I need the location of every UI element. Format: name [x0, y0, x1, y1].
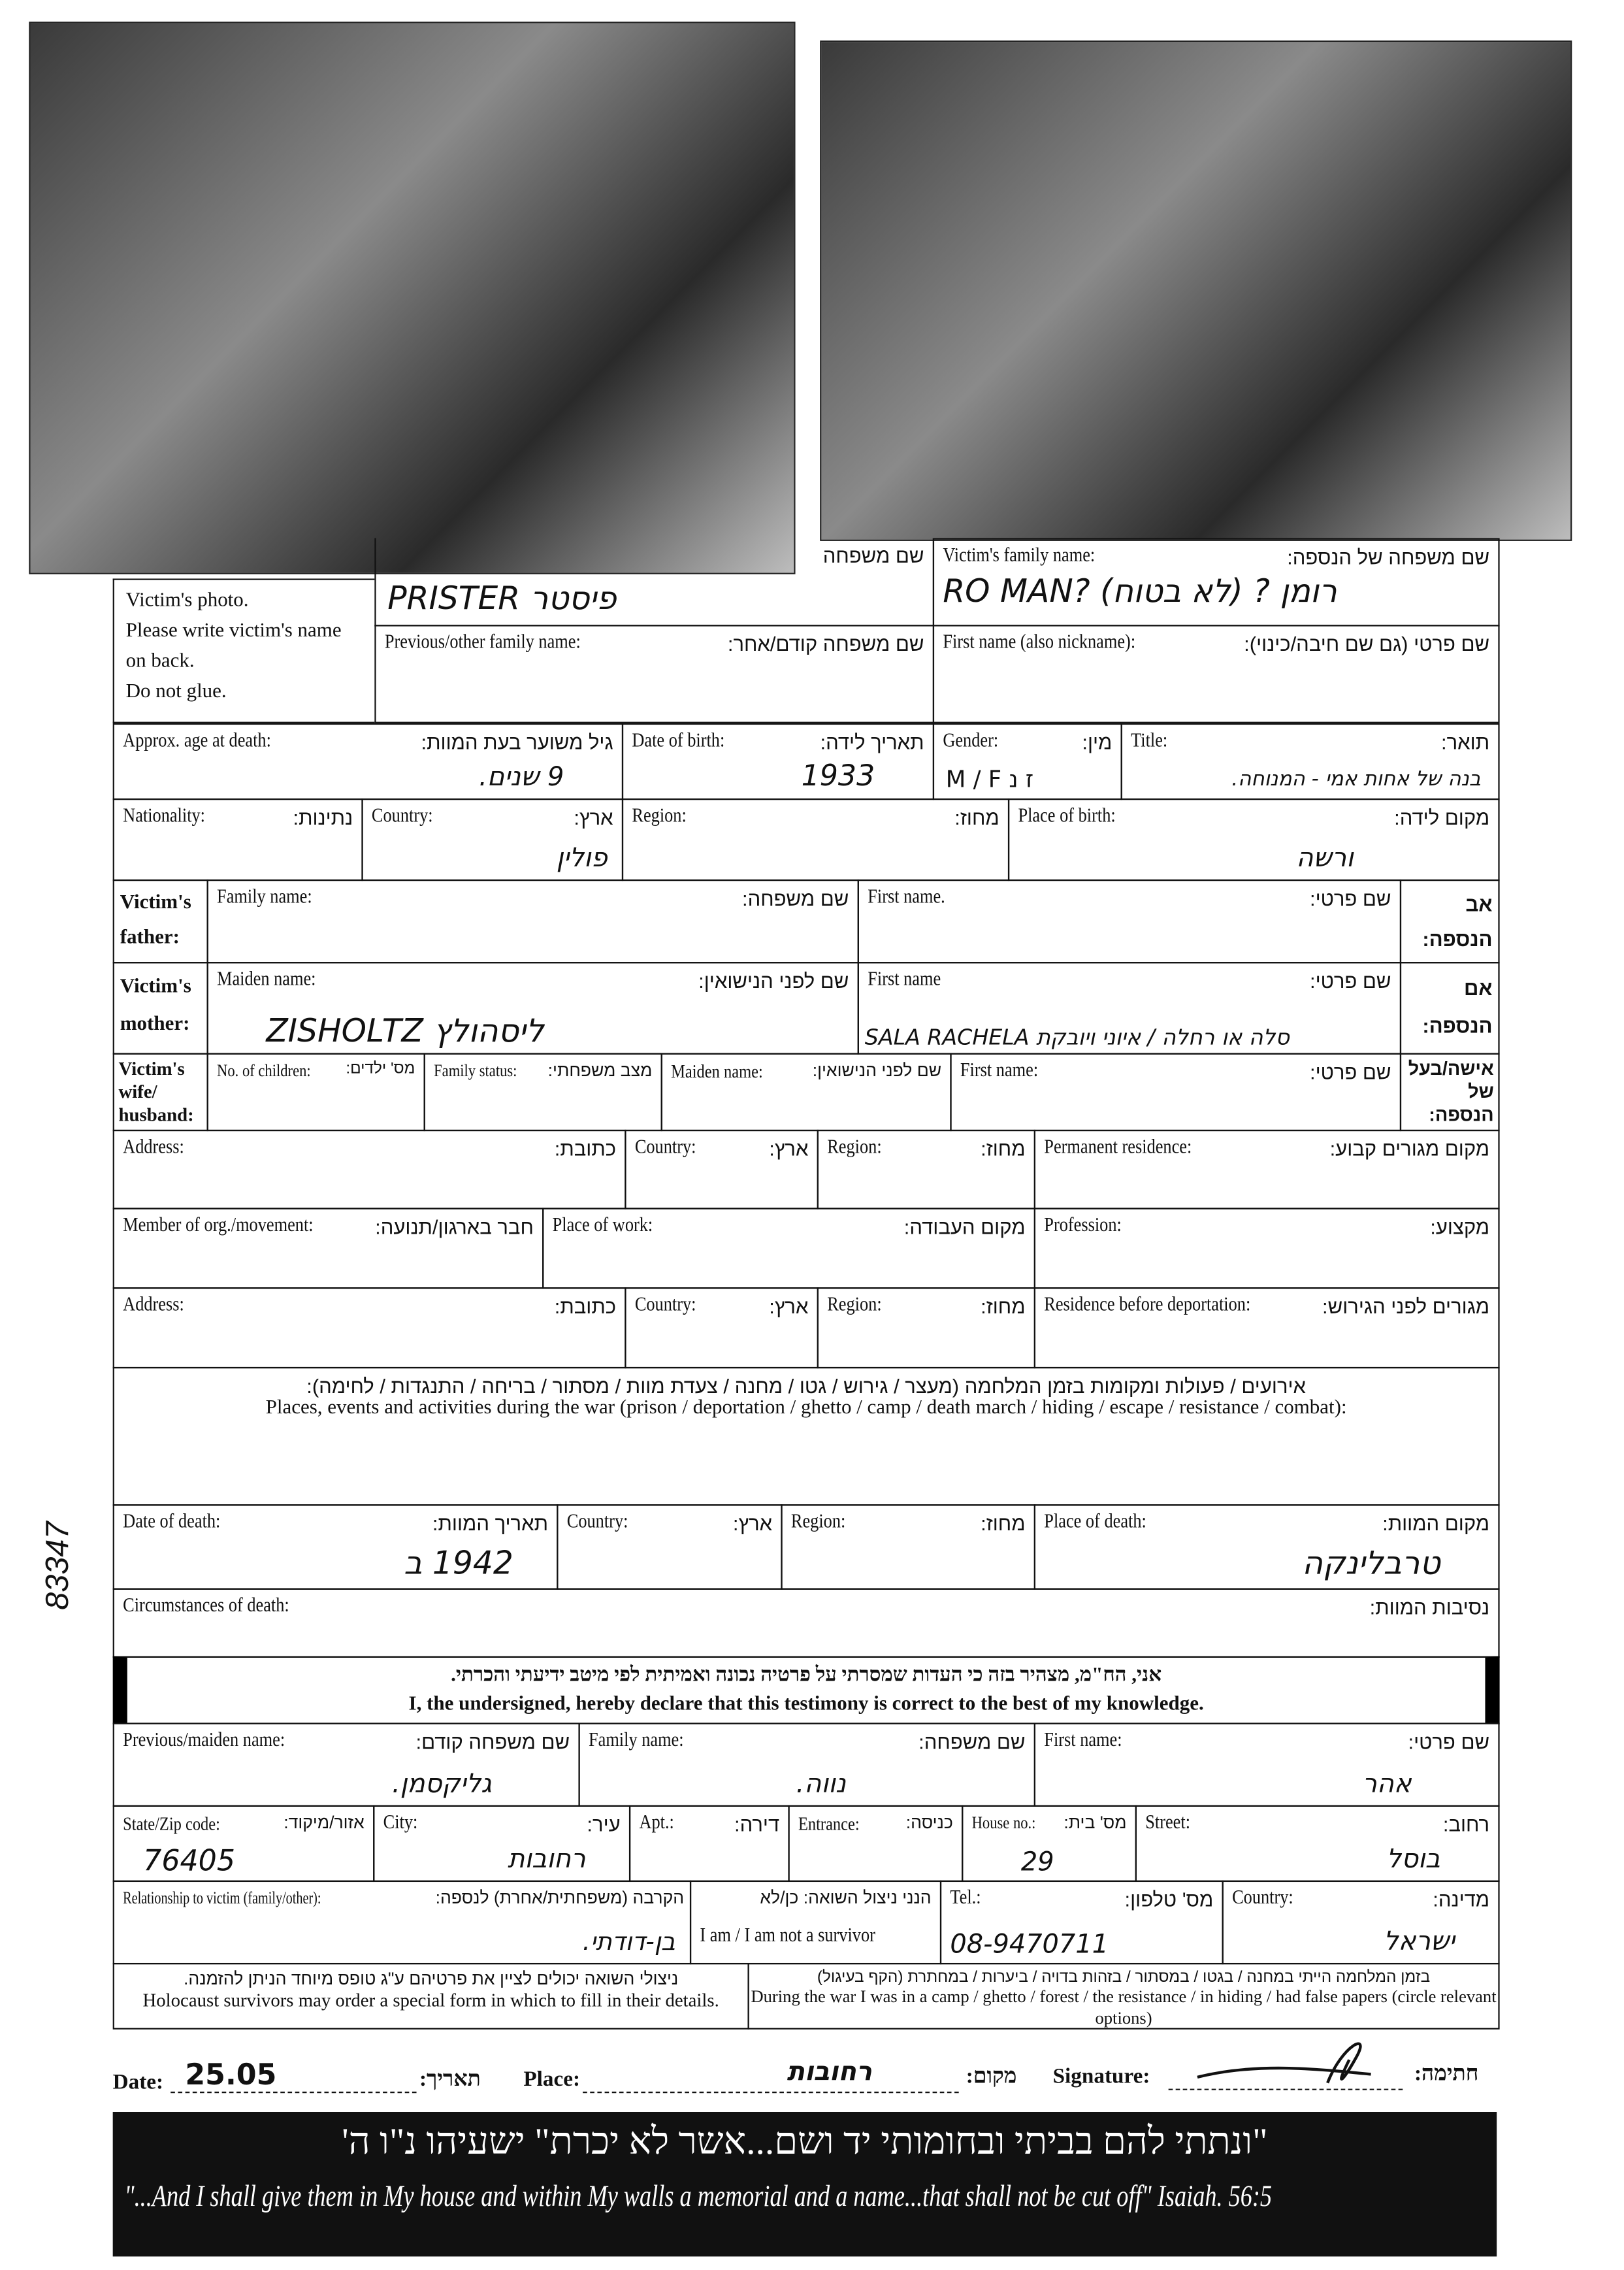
submitter-prev-name-field[interactable] [113, 1723, 580, 1807]
address-before-field[interactable] [113, 1287, 626, 1368]
war-events-field[interactable] [113, 1367, 1500, 1506]
label: שם משפחה: [742, 886, 849, 910]
father-family-name-field[interactable] [207, 880, 859, 963]
residence-region-field[interactable] [817, 1130, 1035, 1209]
label: Family status: [434, 1060, 517, 1081]
place-label: Place: [523, 2068, 581, 2092]
value: RO MAN? רומן ? (לא בטוח) [943, 574, 1337, 611]
label: First name. [868, 886, 945, 909]
value: SALA RACHELA סלה או רחלה / איוני ויובקת [864, 1024, 1290, 1051]
apt-field[interactable] [629, 1805, 790, 1882]
label: Region: [827, 1294, 882, 1317]
label: Victim's family name: [943, 545, 1096, 567]
label: שם לפני הנישואין: [698, 969, 849, 993]
label: דירה: [734, 1812, 780, 1836]
label: ארץ: [769, 1136, 809, 1160]
value: פולין [556, 843, 608, 874]
label: Region: [790, 1511, 846, 1534]
value: גליקסמן. [391, 1769, 492, 1800]
signature-label: Signature: [1052, 2065, 1150, 2089]
death-country-field[interactable] [557, 1504, 782, 1590]
label: Date of death: [123, 1511, 221, 1534]
declaration [113, 1656, 1500, 1724]
label: אזור/מיקוד: [284, 1812, 365, 1833]
label: שם פרטי: [1309, 969, 1391, 993]
label: Profession: [1044, 1215, 1122, 1237]
submitter-country-field[interactable] [1222, 1881, 1500, 1964]
tel-field[interactable] [940, 1881, 1224, 1964]
label: Permanent residence: [1044, 1136, 1192, 1159]
label: Address: [123, 1136, 184, 1159]
label: תאריך לידה: [820, 730, 924, 754]
label: מחוז: [981, 1511, 1026, 1535]
value: בוסל [1386, 1844, 1440, 1875]
city-field[interactable] [373, 1805, 630, 1882]
label: תואר: [1441, 730, 1490, 754]
victim-family-name-field-2[interactable] [933, 538, 1500, 626]
date-label-he: תאריך: [419, 2068, 481, 2092]
nationality-field[interactable] [113, 798, 363, 881]
quote-banner [113, 2112, 1497, 2256]
father-first-name-field[interactable] [858, 880, 1401, 963]
label: Place of death: [1044, 1511, 1146, 1534]
submitter-family-name-field[interactable] [578, 1723, 1035, 1807]
value: ורשה [1296, 843, 1354, 874]
label: מס' ילדים: [346, 1060, 415, 1078]
spouse-maiden-field[interactable] [661, 1053, 952, 1132]
label: Family name: [588, 1730, 684, 1752]
banner-quote-he: "ונתתי להם בביתי ובחומותי יד ושם...אשר לא יכרת" ישעיהו נ"ו ה' [342, 2120, 1268, 2163]
place-of-death-field[interactable] [1034, 1504, 1500, 1590]
instr-line: Do not glue. [125, 681, 227, 703]
declaration-he: אני, הח"מ, מצהיר בזה כי העדות שמסרתי על פרטיה נכונה ואמיתית לפי מיטב ידיעתי והכרתי. [451, 1664, 1162, 1687]
label: No. of children: [217, 1060, 311, 1081]
war-status-options[interactable] [747, 1963, 1499, 2030]
value: 9 שנים. [479, 762, 564, 793]
label: מקום לידה: [1394, 806, 1490, 829]
label: הקרבה (משפחתית/אחרת) לנספה: [435, 1887, 685, 1908]
label: שם משפחה של הנספה: [1287, 545, 1490, 568]
victim-photo-2 [820, 41, 1572, 541]
label: Gender: [943, 730, 999, 753]
label: Approx. age at death: [123, 730, 271, 753]
label: גיל משוער בעת המוות: [421, 730, 613, 754]
note-he: ניצולי השואה יכולים לציין את פרטיהם ע"ג טופס מיוחד הניתן להזמנה. [184, 1968, 679, 1989]
value: PRISTER פיסטר [387, 581, 617, 618]
label: Entrance: [798, 1812, 860, 1834]
label: מין: [1082, 730, 1112, 754]
children-field[interactable] [207, 1053, 425, 1132]
value: בן-דודתי. [582, 1928, 675, 1958]
family-status-field[interactable] [424, 1053, 662, 1132]
label: שם פרטי: [1408, 1730, 1490, 1754]
label: שם פרטי: [1309, 886, 1391, 910]
instr-line: Please write victim's name [125, 620, 342, 642]
spouse-first-name-field[interactable] [950, 1053, 1401, 1132]
label: תאריך המוות: [432, 1511, 548, 1535]
label: כתובת: [554, 1136, 617, 1160]
label: מקצוע: [1430, 1215, 1490, 1238]
label: Family name: [217, 886, 312, 909]
label: מקום מגורים קבוע: [1329, 1136, 1490, 1160]
age-field[interactable] [113, 723, 623, 800]
profession-field[interactable] [1034, 1208, 1500, 1289]
address-field[interactable] [113, 1130, 626, 1209]
label: Country: [1232, 1887, 1293, 1910]
label: Address: [123, 1294, 184, 1317]
label: State/Zip code: [123, 1812, 220, 1834]
value: 1942 ב [404, 1546, 513, 1583]
mother-maiden-name-field[interactable] [207, 962, 859, 1055]
label: חבר בארגון/תנועה: [375, 1215, 534, 1238]
label: Maiden name: [217, 969, 316, 991]
father-side-label: Victim's father: [113, 880, 208, 963]
label: First name [868, 969, 941, 991]
before-country-field[interactable] [625, 1287, 819, 1368]
label: Place of work: [552, 1215, 653, 1237]
instr-line: Victim's photo. [125, 590, 249, 612]
spouse-side-label: Victim's wife/ husband: [113, 1053, 208, 1132]
label: Member of org./movement: [123, 1215, 314, 1237]
first-name-field[interactable] [933, 625, 1500, 723]
label: אירועים / פעולות ומקומות בזמן המלחמה (מעצר / גירוש / גטו / מחנה / צעדת מוות / מסתור / בריחה / התנגדות / לחימה): [306, 1374, 1307, 1398]
value: ישראל [1384, 1926, 1455, 1958]
mother-first-name-field[interactable] [858, 962, 1401, 1055]
label: Maiden name: [671, 1060, 763, 1082]
date-input[interactable] [171, 2057, 416, 2093]
instr-line: on back. [125, 651, 195, 673]
label: מס' בית: [1064, 1812, 1127, 1833]
value: אהר [1362, 1769, 1412, 1800]
label: מקום המוות: [1382, 1511, 1490, 1535]
submitter-first-name-field[interactable] [1034, 1723, 1500, 1807]
value: 76405 [143, 1843, 236, 1878]
previous-family-name-field[interactable] [374, 625, 934, 723]
relationship-field[interactable] [113, 1881, 691, 1964]
survivor-field[interactable] [690, 1881, 941, 1964]
label: Region: [632, 806, 687, 828]
label: שם משפחה קודם/אחר: [727, 632, 924, 655]
label: מקום העבודה: [903, 1215, 1026, 1238]
label: City: [383, 1812, 418, 1834]
value: רחובות [508, 1844, 586, 1875]
label: שם לפני הנישואין: [812, 1060, 942, 1081]
label: Circumstances of death: [123, 1595, 289, 1617]
date-place-signature-line [113, 2057, 1501, 2100]
label: Country: [371, 806, 433, 828]
value: ZISHOLTZ ליסהולץ [266, 1013, 544, 1051]
label: שם משפחה: [918, 1730, 1026, 1754]
value: בנה של אחות אמי - המנוחה. [1231, 768, 1481, 791]
gender-field[interactable] [933, 723, 1122, 800]
survivor-note [113, 1963, 749, 2030]
label: הנני ניצול השואה: כן/לא [760, 1887, 932, 1908]
label: Places, events and activities during the war (prison / deportation / ghetto / camp / death march / hiding / escape / resistance / combat): [265, 1397, 1347, 1419]
label: מס' טלפון: [1124, 1887, 1214, 1911]
place-label-he: מקום: [966, 2065, 1017, 2089]
victim-family-name-field[interactable] [374, 538, 934, 626]
value: 08-9470711 [950, 1930, 1109, 1960]
mother-side-label-he: אם הנספה: [1400, 962, 1500, 1055]
label: כתובת: [554, 1294, 617, 1318]
label: Residence before deportation: [1044, 1294, 1251, 1317]
label: מחוז: [954, 806, 999, 829]
label: Title: [1131, 730, 1168, 753]
residence-country-field[interactable] [625, 1130, 819, 1209]
place-input[interactable] [583, 2057, 959, 2093]
photo-instructions [113, 578, 375, 723]
label: House no.: [971, 1812, 1036, 1833]
options-he: בזמן המלחמה הייתי במחנה / בגטו / במסתור / בזהות בדויה / ביערות / במחתרת (הקף בעיגול) [817, 1968, 1431, 1986]
label: Relationship to victim (family/other): [123, 1887, 321, 1908]
label: Country: [634, 1294, 696, 1317]
label: Nationality: [123, 806, 206, 828]
victim-photo-1 [29, 22, 795, 574]
label: מחוז: [981, 1294, 1026, 1318]
label: Street: [1145, 1812, 1191, 1834]
label: Date of birth: [632, 730, 725, 753]
permanent-residence-field[interactable] [1034, 1130, 1500, 1209]
father-side-label-he: אב הנספה: [1400, 880, 1500, 963]
label: ארץ: [732, 1511, 773, 1535]
place-value: רחובות [787, 2056, 872, 2088]
banner-quote-en: "...And I shall give them in My house and within My walls a memorial and a name...that shall not be cut off" Isaiah. 56:5 [124, 2178, 1273, 2213]
date-label: Date: [112, 2071, 164, 2095]
note-en: Holocaust survivors may order a special form in which to fill in their details. [142, 1988, 719, 2011]
spouse-side-label-he: אישה/בעל של הנספה: [1400, 1053, 1500, 1132]
options-en: During the war I was in a camp / ghetto / forest / the resistance / in hiding / had false papers (circle relevant options) [751, 1986, 1497, 2028]
label: I am / I am not a survivor [700, 1925, 875, 1947]
label: רחוב: [1442, 1812, 1490, 1836]
member-org-field[interactable] [113, 1208, 544, 1289]
mother-side-label: Victim's mother: [113, 962, 208, 1055]
value: 1933 [801, 757, 875, 793]
before-region-field[interactable] [817, 1287, 1035, 1368]
region-field[interactable] [622, 798, 1009, 881]
label: שם פרטי: [1309, 1060, 1391, 1084]
label: שם פרטי (גם שם חיבה/כינוי): [1244, 632, 1490, 655]
label: Previous/other family name: [384, 632, 581, 654]
label: Tel.: [950, 1887, 981, 1910]
place-of-birth-field[interactable] [1008, 798, 1500, 881]
label: Region: [827, 1136, 882, 1159]
place-of-work-field[interactable] [542, 1208, 1035, 1289]
circumstances-field[interactable] [113, 1588, 1500, 1658]
value: טרבלינקה [1302, 1546, 1440, 1583]
label: נסיבות המוות: [1369, 1595, 1490, 1619]
label: מצב משפחתי: [547, 1060, 653, 1081]
value: 29 [1020, 1847, 1054, 1878]
date-of-death-field[interactable] [113, 1504, 559, 1590]
label: First name: [1044, 1730, 1122, 1752]
label: מגורים לפני הגירוש: [1322, 1294, 1490, 1318]
label: ארץ: [574, 806, 613, 829]
residence-before-deportation-field[interactable] [1034, 1287, 1500, 1368]
label: Apt.: [639, 1812, 674, 1834]
title-field[interactable] [1121, 723, 1500, 800]
label: Country: [566, 1511, 628, 1534]
label: First name (also nickname): [943, 632, 1136, 654]
label: מדינה: [1433, 1887, 1490, 1911]
signature-scribble [1169, 2031, 1403, 2089]
margin-number: 83347 [39, 1521, 76, 1610]
label: מחוז: [981, 1136, 1026, 1160]
label: Place of birth: [1018, 806, 1116, 828]
value: נווה. [796, 1769, 847, 1800]
label: ארץ: [769, 1294, 809, 1318]
street-field[interactable] [1135, 1805, 1500, 1882]
dob-field[interactable] [622, 723, 934, 800]
zip-field[interactable] [113, 1805, 375, 1882]
date-value: 25.05 [185, 2056, 277, 2092]
signature-input[interactable] [1169, 2057, 1403, 2090]
label: כניסה: [905, 1812, 953, 1833]
entrance-field[interactable] [788, 1805, 963, 1882]
label: First name: [960, 1060, 1039, 1082]
label: נתינות: [293, 806, 353, 829]
declaration-en: I, the undersigned, hereby declare that this testimony is correct to the best of my knowledge. [408, 1694, 1204, 1716]
label: שם משפחה קודם: [415, 1730, 570, 1754]
value: M / F ז נ [945, 765, 1034, 793]
house-no-field[interactable] [962, 1805, 1137, 1882]
label: Country: [634, 1136, 696, 1159]
death-region-field[interactable] [781, 1504, 1035, 1590]
label: עיר: [587, 1812, 621, 1836]
country-field[interactable] [361, 798, 623, 881]
label: שם משפחה [822, 544, 924, 567]
label: Previous/maiden name: [123, 1730, 285, 1752]
signature-label-he: חתימה: [1414, 2062, 1479, 2086]
